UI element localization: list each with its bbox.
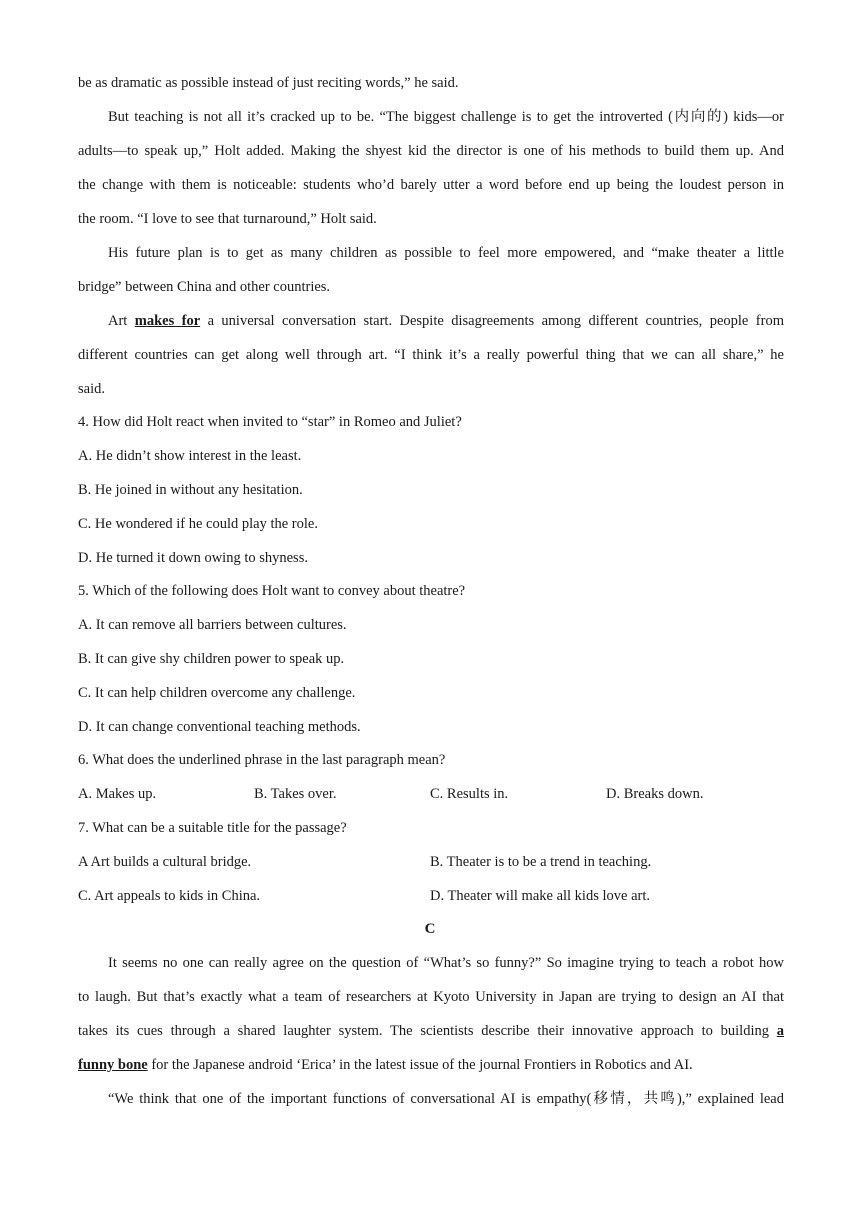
paragraph-line: But teaching is not all it’s cracked up to be. “The biggest challenge is to get the introverted (内向的) kids—or <box>108 109 784 125</box>
underlined-phrase: makes for <box>134 313 201 329</box>
answer-option: B. It can give shy children power to speak up. <box>78 651 345 667</box>
answer-option: C. Results in. <box>430 786 509 802</box>
question-stem: 5. Which of the following does Holt want to convey about theatre? <box>78 583 466 599</box>
answer-option: A. Makes up. <box>78 786 157 802</box>
underlined-phrase: funny bone <box>78 1057 148 1073</box>
paragraph-line: different countries can get along well through art. “I think it’s a really powerful thing that we can all share,” he <box>78 347 784 363</box>
answer-option: D. Theater will make all kids love art. <box>430 888 650 904</box>
section-heading: C <box>424 921 436 937</box>
answer-option: D. It can change conventional teaching methods. <box>78 719 361 735</box>
paragraph-line: His future plan is to get as many children as possible to feel more empowered, and “make theater a little <box>108 245 784 261</box>
paragraph-line: It seems no one can really agree on the question of “What’s so funny?” So imagine trying to teach a robot how <box>108 955 784 971</box>
answer-option: A. It can remove all barriers between cultures. <box>78 617 347 633</box>
text-run: a universal conversation start. Despite disagreements among different countries, people from <box>200 313 784 329</box>
paragraph-line: said. <box>78 381 105 397</box>
underlined-phrase: a <box>776 1023 784 1039</box>
paragraph-line: the room. “I love to see that turnaround,” Holt said. <box>78 211 377 227</box>
question-stem: 4. How did Holt react when invited to “star” in Romeo and Juliet? <box>78 414 462 430</box>
text-run: for the Japanese android ‘Erica’ in the latest issue of the journal Frontiers in Robotics and AI. <box>147 1057 693 1073</box>
question-stem: 7. What can be a suitable title for the passage? <box>78 820 347 836</box>
answer-option: B. Theater is to be a trend in teaching. <box>430 854 652 870</box>
text-run: takes its cues through a shared laughter system. The scientists describe their innovative approach to building <box>78 1023 777 1039</box>
paragraph-line: to laugh. But that’s exactly what a team of researchers at Kyoto University in Japan are trying to design an AI that <box>78 989 784 1005</box>
paragraph-line: “We think that one of the important functions of conversational AI is empathy(移情，共鸣),” explained lead <box>108 1091 784 1107</box>
paragraph-line <box>78 1021 784 1041</box>
answer-option: C. It can help children overcome any challenge. <box>78 685 356 701</box>
answer-option: B. He joined in without any hesitation. <box>78 482 303 498</box>
paragraph-line <box>78 1055 784 1075</box>
answer-option: D. Breaks down. <box>606 786 704 802</box>
paragraph-line: the change with them is noticeable: students who’d barely utter a word before end up being the loudest person in <box>78 177 784 193</box>
paragraph-line <box>108 311 784 331</box>
paragraph-line: be as dramatic as possible instead of just reciting words,” he said. <box>78 75 459 91</box>
answer-option: C. Art appeals to kids in China. <box>78 888 261 904</box>
paragraph-line: adults—to speak up,” Holt added. Making the shyest kid the director is one of his methods to build them up. And <box>78 143 784 159</box>
answer-option: A. He didn’t show interest in the least. <box>78 448 302 464</box>
answer-option: A Art builds a cultural bridge. <box>78 854 252 870</box>
question-stem: 6. What does the underlined phrase in the last paragraph mean? <box>78 752 446 768</box>
answer-option: D. He turned it down owing to shyness. <box>78 550 308 566</box>
answer-option: B. Takes over. <box>254 786 337 802</box>
text-run: Art <box>108 313 135 329</box>
paragraph-line: bridge” between China and other countries. <box>78 279 331 295</box>
answer-option: C. He wondered if he could play the role. <box>78 516 318 532</box>
